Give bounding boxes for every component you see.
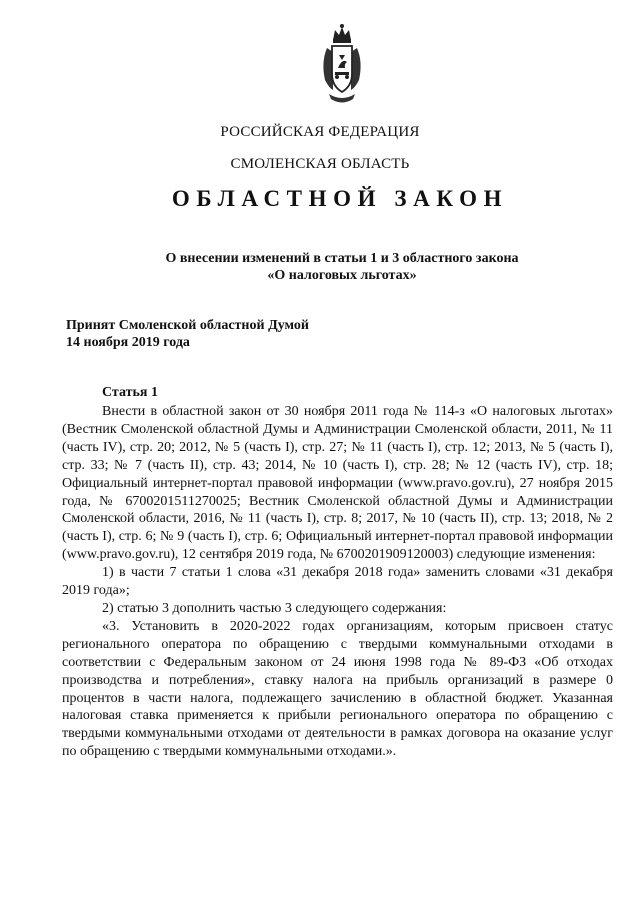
country-heading: РОССИЙСКАЯ ФЕДЕРАЦИЯ — [220, 124, 420, 140]
article-paragraph: Внести в областной закон от 30 ноября 2011 года № 114-з «О налоговых льготах» (Вестник Смоленской областной Думы и Администрации Смоленской области, 2011, № 11 (часть IV), стр. 20; 2012, № 5 (часть I), стр. 27; № 11 (часть I), стр. 12; 2013, № 5 (часть I), стр. 33; № 7 (часть II), стр. 43; 2014, № 10 (часть I), стр. 28; № 12 (часть IV), стр. 18; Официальный интернет-портал правовой информации (www.pravo.gov.ru), 27 ноября 2015 года, № 6700201511270025; Вестник Смоленской областной Думы и Администрации Смоленской области, 2016, № 11 (часть I), стр. 8; 2017, № 10 (часть II), стр. 13; 2018, № 2 (часть I), стр. 6; № 9 (часть I), стр. 6; Официальный интернет-портал правовой информации (www.pravo.gov.ru), 12 сентября 2019 года, № 6700201909120003) следующие изменения: — [62, 404, 613, 563]
law-subject-line-2: «О налоговых льготах» — [267, 268, 417, 283]
article-paragraph: «3. Установить в 2020-2022 годах организациям, которым присвоен статус регионального оператора по обращению с твердыми коммунальными отходами в соответствии с Федеральным законом от 24 июня 1998 года № 89-ФЗ «Об отходах производства и потребления», ставку налога на прибыль организаций в размере 0 процентов в части налога, подлежащего зачислению в областной бюджет. Указанная налоговая ставка применяется к прибыли регионального оператора по обращению с твердыми коммунальными отходами от деятельности в рамках договора на оказание услуг по обращению с твердыми коммунальными отходами.». — [62, 618, 613, 760]
adoption-body: Принят Смоленской областной Думой — [66, 318, 309, 333]
article-body — [62, 403, 613, 761]
article-paragraph: 1) в части 7 статьи 1 слова «31 декабря 2018 года» заменить словами «31 декабря 2019 года»; — [62, 565, 613, 599]
adoption-date: 14 ноября 2019 года — [66, 335, 190, 350]
region-heading: СМОЛЕНСКАЯ ОБЛАСТЬ — [230, 156, 410, 172]
law-type-title: ОБЛАСТНОЙ ЗАКОН — [171, 186, 509, 211]
article-heading: Статья 1 — [102, 385, 158, 400]
article-paragraph: 2) статью 3 дополнить частью 3 следующего содержания: — [102, 600, 447, 616]
coat-of-arms-icon — [319, 22, 365, 108]
law-subject-line-1: О внесении изменений в статьи 1 и 3 областного закона — [165, 251, 519, 266]
